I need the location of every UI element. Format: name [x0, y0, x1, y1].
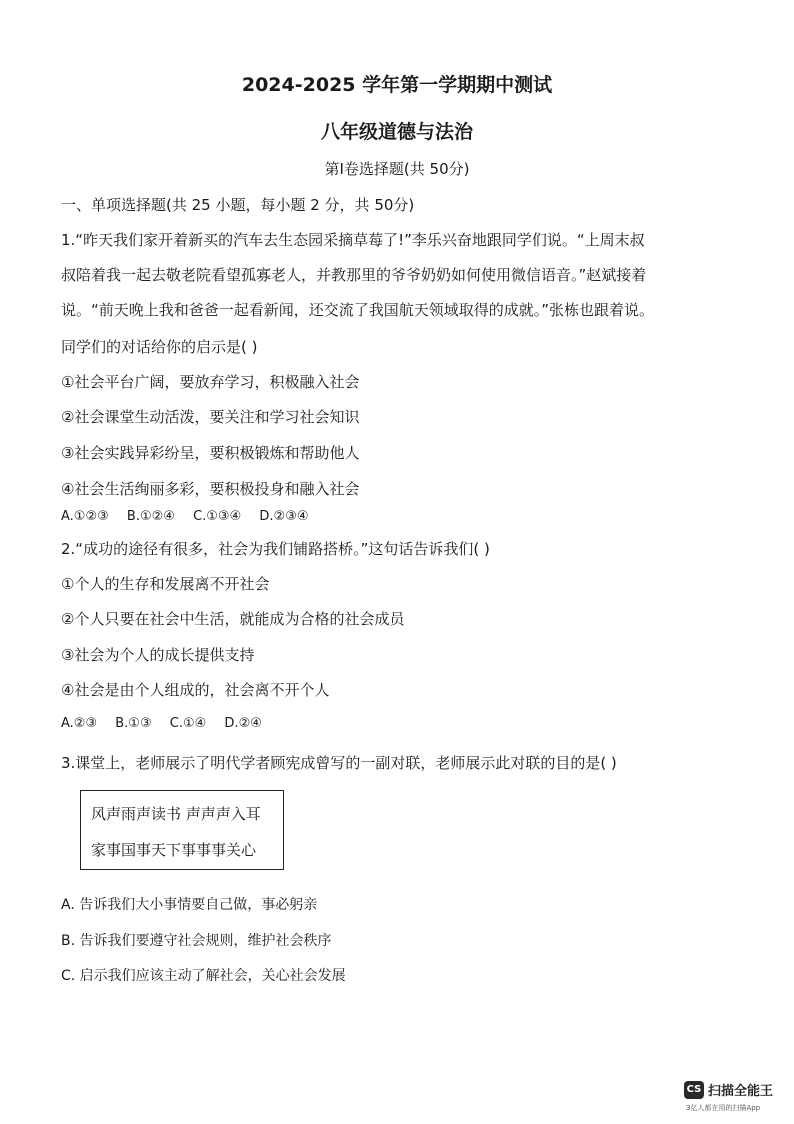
q1-option-c[interactable]: C.①③④	[193, 509, 242, 524]
q1-option-a[interactable]: A.①②③	[61, 509, 109, 524]
watermark-tagline: 3亿人都在用的扫描App	[686, 1104, 761, 1112]
q2-item: ④社会是由个人组成的，社会离不开个人	[61, 681, 330, 699]
q2-option-b[interactable]: B.①③	[115, 716, 152, 731]
exam-title: 2024-2025 学年第一学期期中测试	[241, 74, 553, 96]
q1-item: ④社会生活绚丽多彩，要积极投身和融入社会	[61, 480, 360, 498]
q1-options	[61, 509, 323, 524]
q1-stem-line: 1.“昨天我们家开着新买的汽车去生态园采摘草莓了!”李乐兴奋地跟同学们说。“上周末叔	[61, 231, 645, 249]
q1-item: ①社会平台广阔，要放弃学习，积极融入社会	[61, 373, 360, 391]
volume-heading: 第Ⅰ卷选择题(共 50分)	[324, 160, 470, 178]
q2-options	[61, 716, 276, 731]
q1-item: ③社会实践异彩纷呈，要积极锻炼和帮助他人	[61, 444, 360, 462]
q1-stem-line: 同学们的对话给你的启示是( )	[61, 338, 258, 356]
couplet-line: 家事国事天下事事事关心	[91, 841, 257, 859]
q1-stem-line: 说。“前天晚上我和爸爸一起看新闻，还交流了我国航天领域取得的成就。”张栋也跟着说。	[61, 301, 655, 319]
scanner-watermark	[684, 1079, 789, 1119]
subject-title: 八年级道德与法治	[320, 121, 473, 143]
camscanner-logo-icon: CS	[684, 1081, 704, 1099]
q2-stem: 2.“成功的途径有很多，社会为我们铺路搭桥。”这句话告诉我们( )	[61, 540, 490, 558]
q2-option-d[interactable]: D.②④	[224, 716, 262, 731]
couplet-box	[80, 790, 284, 870]
q1-item: ②社会课堂生动活泼，要关注和学习社会知识	[61, 408, 360, 426]
q2-option-a[interactable]: A.②③	[61, 716, 98, 731]
q3-option-b[interactable]: B. 告诉我们要遵守社会规则，维护社会秩序	[61, 933, 332, 949]
q2-option-c[interactable]: C.①④	[169, 716, 207, 731]
q1-option-b[interactable]: B.①②④	[126, 509, 175, 524]
q1-option-d[interactable]: D.②③④	[259, 509, 309, 524]
watermark-name: 扫描全能王	[708, 1084, 774, 1099]
q2-item: ②个人只要在社会中生活，就能成为合格的社会成员	[61, 610, 405, 628]
q2-item: ③社会为个人的成长提供支持	[61, 646, 255, 664]
q3-option-a[interactable]: A. 告诉我们大小事情要自己做，事必躬亲	[61, 897, 318, 913]
couplet-line: 风声雨声读书 声声声入耳	[91, 805, 261, 823]
q2-item: ①个人的生存和发展离不开社会	[61, 575, 270, 593]
q1-stem-line: 叔陪着我一起去敬老院看望孤寡老人，并教那里的爷爷奶奶如何使用微信语音。”赵斌接着	[61, 266, 647, 284]
q3-stem: 3.课堂上，老师展示了明代学者顾宪成曾写的一副对联，老师展示此对联的目的是( )	[61, 754, 617, 772]
q3-option-c[interactable]: C. 启示我们应该主动了解社会，关心社会发展	[61, 968, 346, 984]
section-heading: 一、单项选择题(共 25 小题，每小题 2 分，共 50分)	[61, 196, 415, 214]
